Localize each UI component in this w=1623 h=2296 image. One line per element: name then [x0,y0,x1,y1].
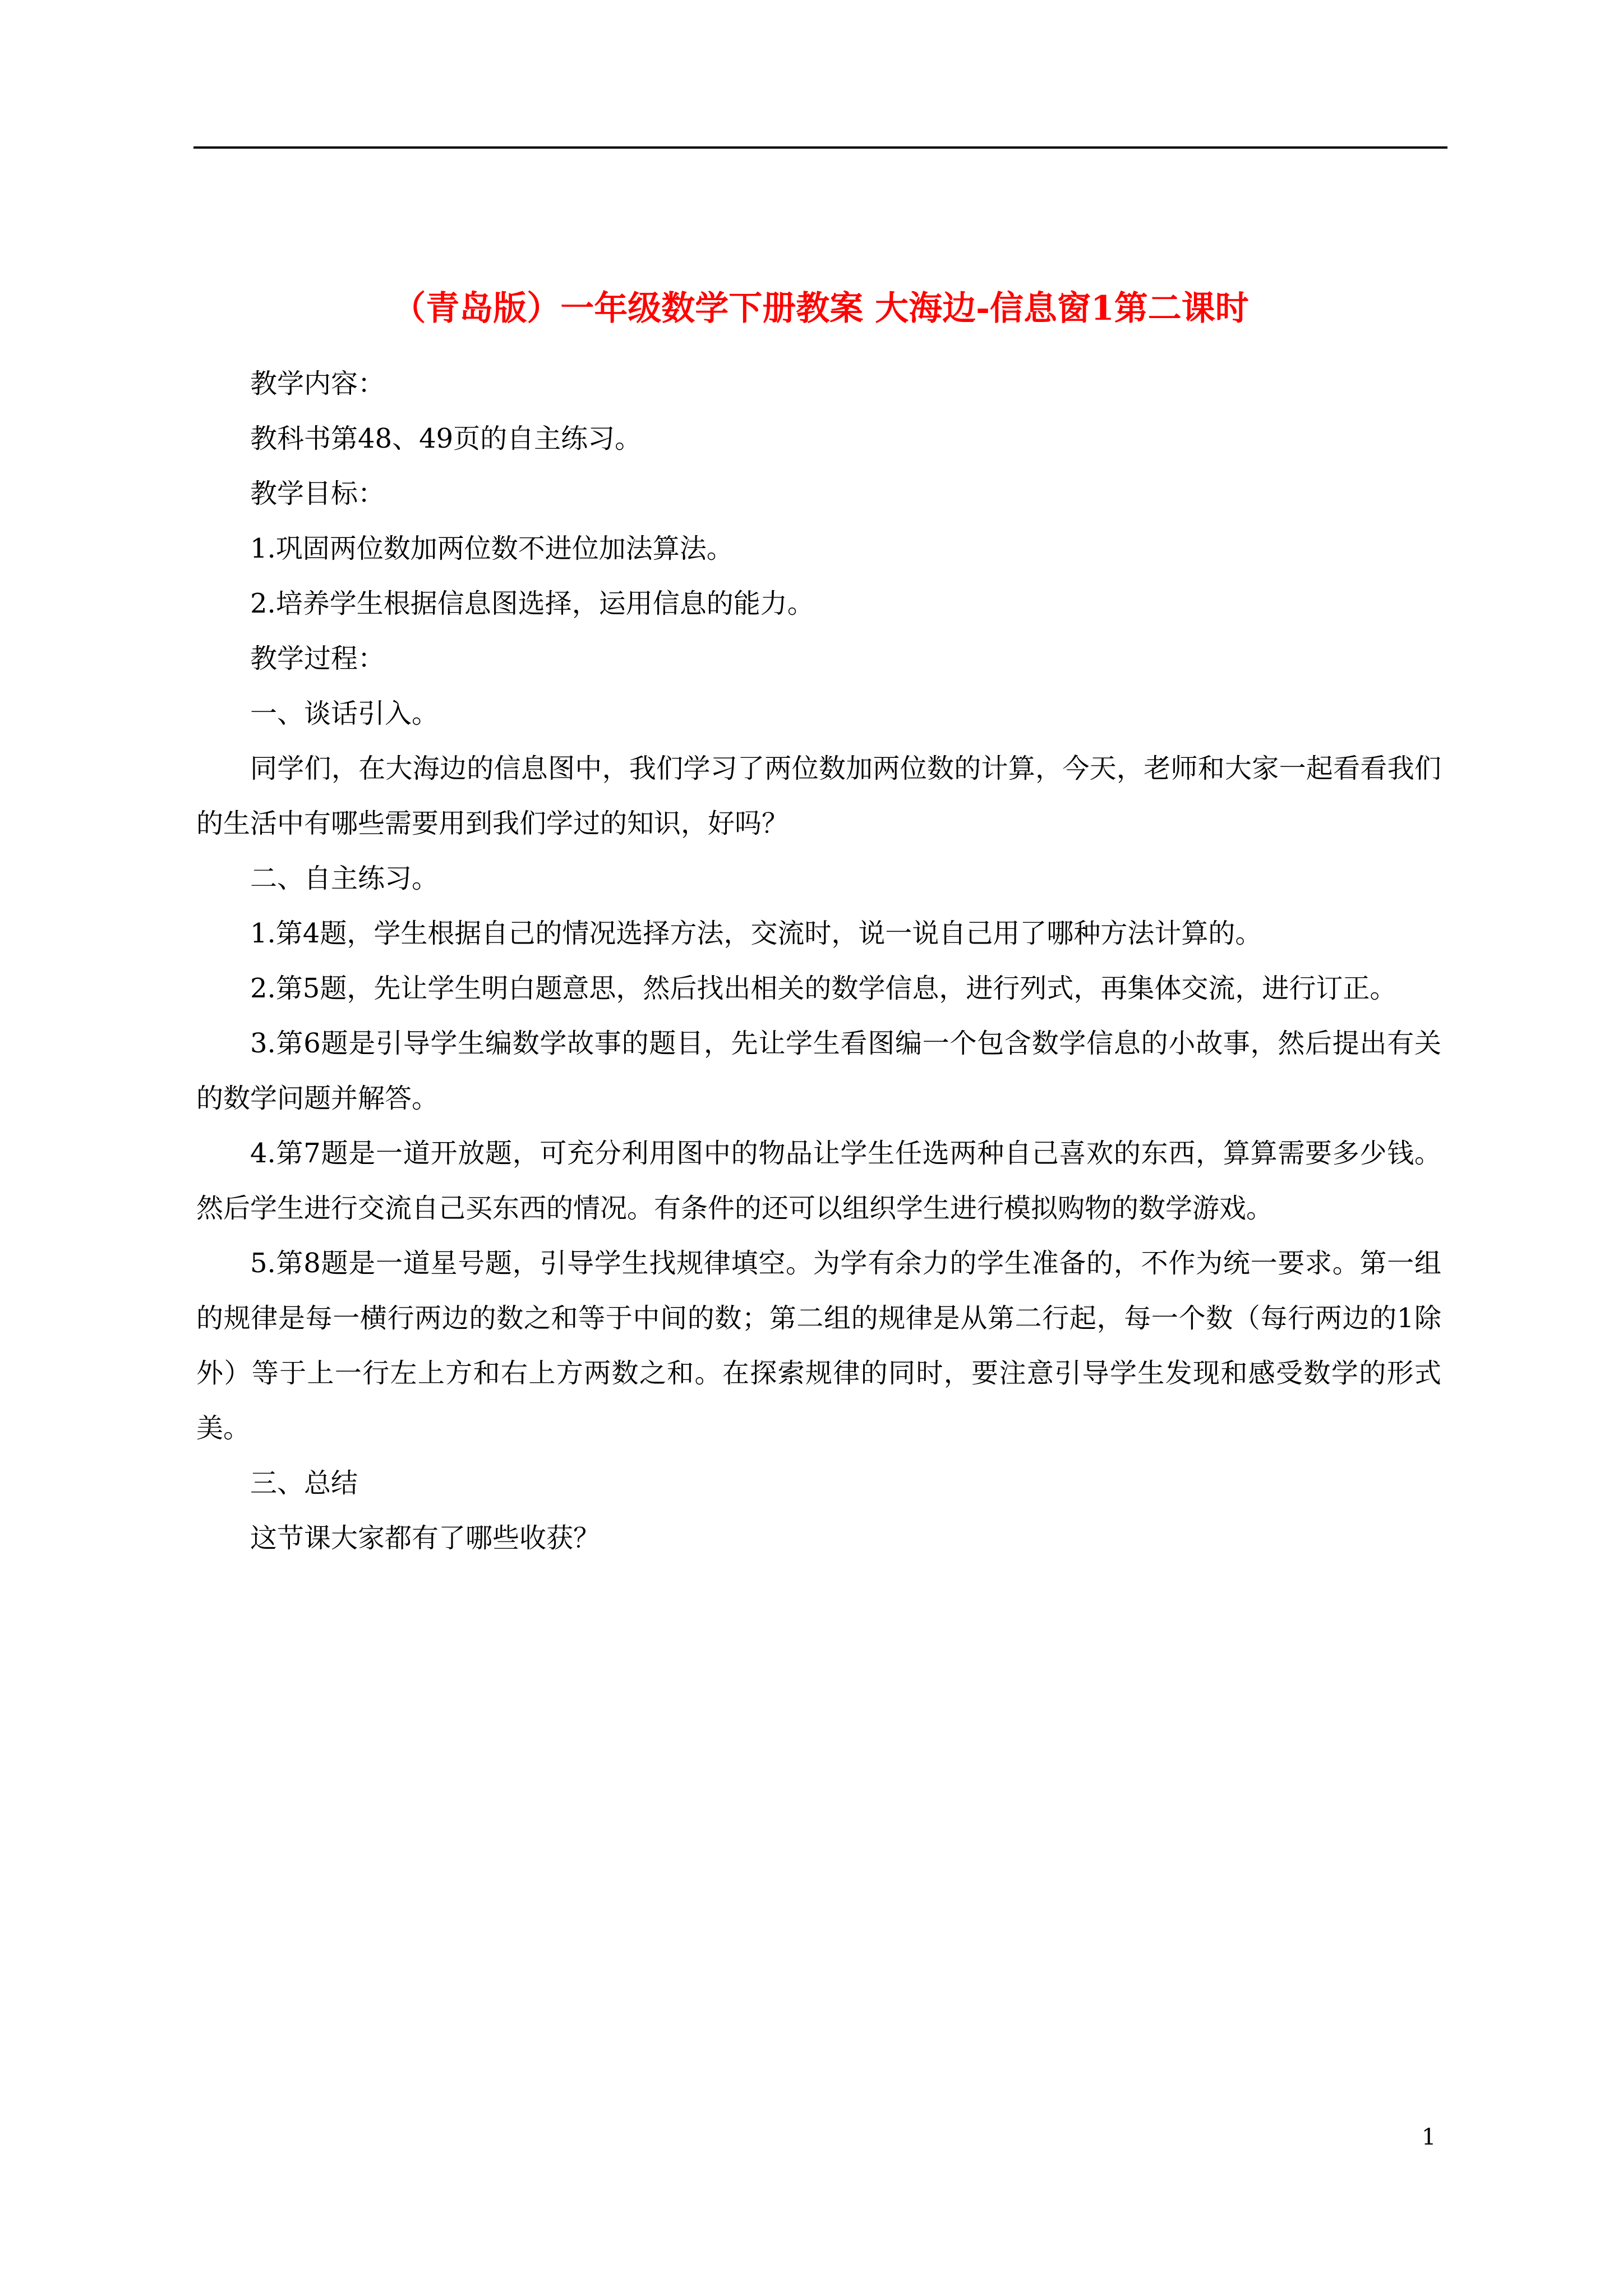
paragraph-goal-1: 1.巩固两位数加两位数不进位加法算法。 [250,533,734,564]
paragraph-teaching-content-heading: 教学内容： [250,368,385,399]
paragraph-section-1-body: 同学们，在大海边的信息图中，我们学习了两位数加两位数的计算，今天，老师和大家一起看看我们的生活中有哪些需要用到我们学过的知识，好吗？ [196,753,1441,839]
paragraph-exercise-4: 1.第4题，学生根据自己的情况选择方法，交流时，说一说自己用了哪种方法计算的。 [250,918,1262,949]
page-number: 1 [1422,2124,1436,2150]
document-body [196,356,1441,1566]
paragraph-teaching-goals-heading: 教学目标： [250,478,385,509]
paragraph-goal-2: 2.培养学生根据信息图选择，运用信息的能力。 [250,588,814,619]
paragraph-exercise-6: 3.第6题是引导学生编数学故事的题目，先让学生看图编一个包含数学信息的小故事，然后提出有关的数学问题并解答。 [196,1028,1441,1114]
paragraph-teaching-process-heading: 教学过程： [250,643,385,674]
paragraph-exercise-7: 4.第7题是一道开放题，可充分利用图中的物品让学生任选两种自己喜欢的东西，算算需要多少钱。然后学生进行交流自己买东西的情况。有条件的还可以组织学生进行模拟购物的数学游戏。 [196,1138,1441,1224]
paragraph-exercise-5: 2.第5题，先让学生明白题意思，然后找出相关的数学信息，进行列式，再集体交流，进行订正。 [250,973,1397,1004]
paragraph-teaching-content: 教科书第48、49页的自主练习。 [250,423,642,454]
header-rule [193,146,1447,149]
paragraph-summary-question: 这节课大家都有了哪些收获？ [250,1522,601,1554]
document-title: （青岛版）一年级数学下册教案 大海边-信息窗1第二课时 [392,289,1249,328]
paragraph-section-2-heading: 二、自主练习。 [250,863,439,894]
paragraph-section-1-heading: 一、谈话引入。 [250,698,439,729]
paragraph-exercise-8: 5.第8题是一道星号题，引导学生找规律填空。为学有余力的学生准备的，不作为统一要求。第一组的规律是每一横行两边的数之和等于中间的数；第二组的规律是从第二行起，每一个数（每行两边的1除外）等于上一行左上方和右上方两数之和。在探索规律的同时，要注意引导学生发现和感受数学的形式美。 [196,1248,1441,1444]
paragraph-section-3-heading: 三、总结 [250,1467,358,1499]
